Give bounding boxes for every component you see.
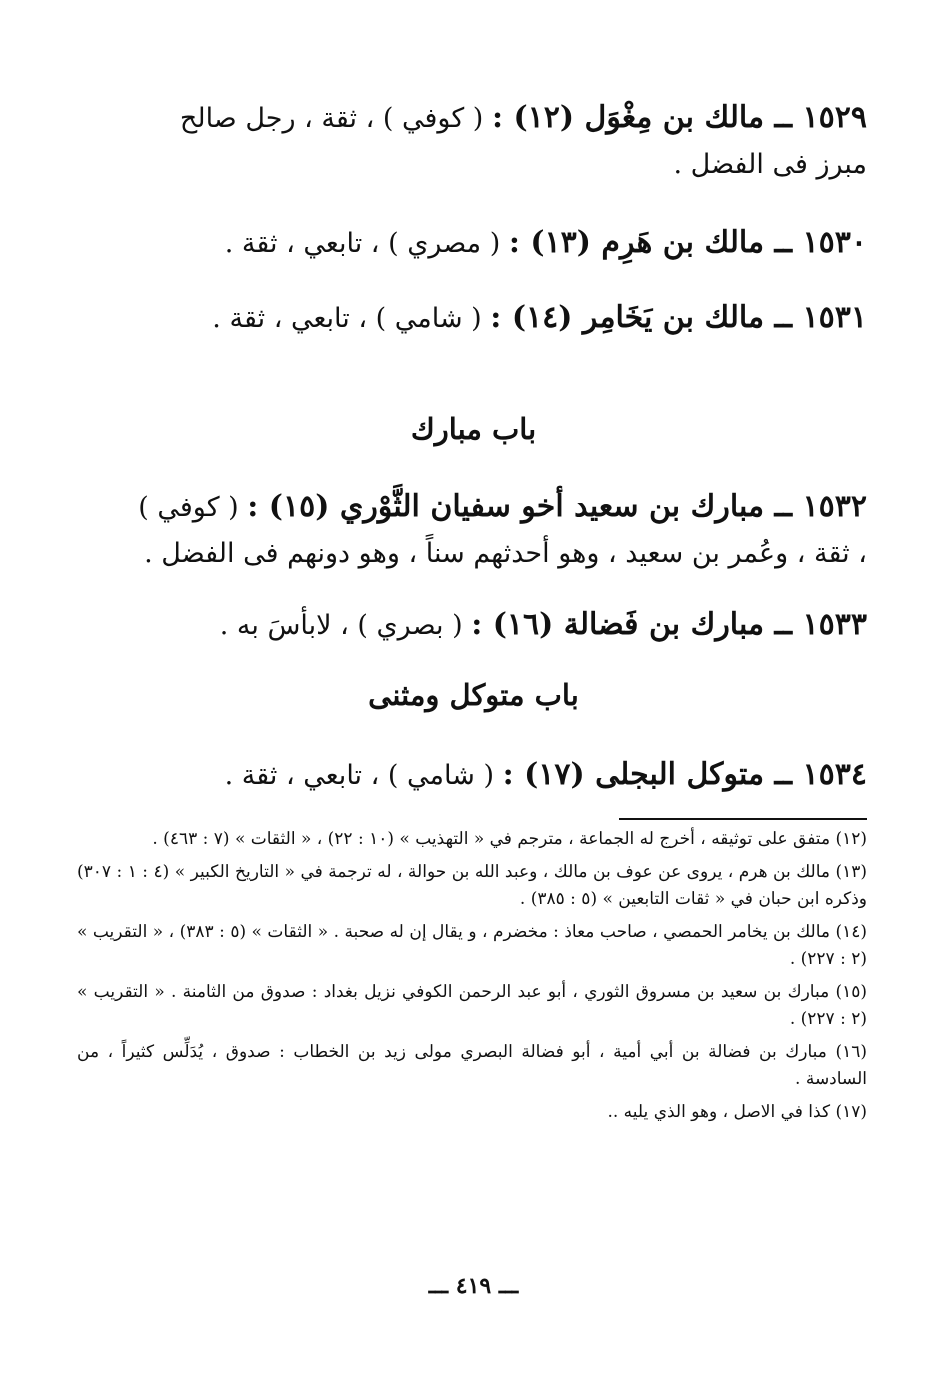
entry-text: ( كوفي ) ، ثقة ، رجل صالح مبرز فى الفضل .	[179, 103, 867, 180]
entry-heading: ١٥٣٤ ــ متوكل البجلى (١٧) :	[502, 757, 867, 792]
footnote-12: (١٢) متفق على توثيقه ، أخرج له الجماعة ، مترجم في « التهذيب » (١٠ : ٢٢) ، « الثقات » (٧ : ٤٦٣) .	[152, 829, 867, 849]
chapter-heading: باب متوكل ومثنى	[368, 678, 579, 712]
entry-text: ( بصري ) ، لابأسَ به .	[219, 610, 472, 641]
footnote-17: (١٧) كذا في الاصل ، وهو الذي يليه ..	[607, 1102, 867, 1122]
footnote-13: (١٣) مالك بن هرم ، يروى عن عوف بن مالك ، وعبد الله بن حوالة ، له ترجمة في « التاريخ الكبير » (٤ : ١ : ٣٠٧) وذكره ابن حبان في « ثقات التابعين » (٥ : ٣٨٥) .	[77, 862, 867, 909]
entry-heading: ١٥٣١ ــ مالك بن يَخَامِر (١٤) :	[490, 300, 867, 335]
entry-1529	[127, 95, 867, 188]
footnote-15: (١٥) مبارك بن سعيد بن مسروق الثوري ، أبو عبد الرحمن الكوفي نزيل بغداد : صدوق من الثامنة . « التقريب » (٢ : ٢٢٧) .	[77, 982, 867, 1029]
entry-1532	[127, 484, 867, 577]
footnote-divider	[619, 818, 867, 820]
entry-1530	[127, 220, 867, 267]
entry-1531	[127, 295, 867, 342]
entry-text: ( شامي ) ، تابعي ، ثقة .	[224, 760, 503, 791]
entry-heading: ١٥٢٩ ــ مالك بن مِغْوَل (١٢) :	[491, 100, 867, 135]
entry-heading: ١٥٣٠ ــ مالك بن هَرِم (١٣) :	[508, 225, 867, 260]
footnote-14: (١٤) مالك بن يخامر الحمصي ، صاحب معاذ : مخضرم ، و يقال إن له صحبة . « الثقات » (٥ : ٣٨٣) ، « التقريب » (٢ : ٢٢٧) .	[77, 922, 867, 969]
entry-heading: ١٥٣٢ ــ مبارك بن سعيد أخو سفيان الثَّوْري (١٥) :	[247, 489, 867, 524]
footnote-16: (١٦) مبارك بن فضالة بن أبي أمية ، أبو فضالة البصري مولى زيد بن الخطاب : صدوق ، يُدَلِّس كثيراً ، من السادسة .	[77, 1042, 867, 1089]
footnotes	[77, 826, 867, 1132]
entry-text: ( شامي ) ، تابعي ، ثقة .	[212, 303, 491, 334]
entry-text: ( كوفي ) ، ثقة ، وعُمر بن سعيد ، وهو أحدثهم سناً ، وهو دونهم فى الفضل .	[138, 492, 867, 569]
chapter-heading: باب مبارك	[410, 412, 537, 446]
page-number: ـــ ٤١٩ ـــ	[428, 1273, 519, 1299]
entry-text: ( مصري ) ، تابعي ، ثقة .	[224, 228, 509, 259]
entry-1534	[127, 752, 867, 799]
entry-1533	[127, 602, 867, 649]
entry-heading: ١٥٣٣ ــ مبارك بن فَضالة (١٦) :	[471, 607, 867, 642]
